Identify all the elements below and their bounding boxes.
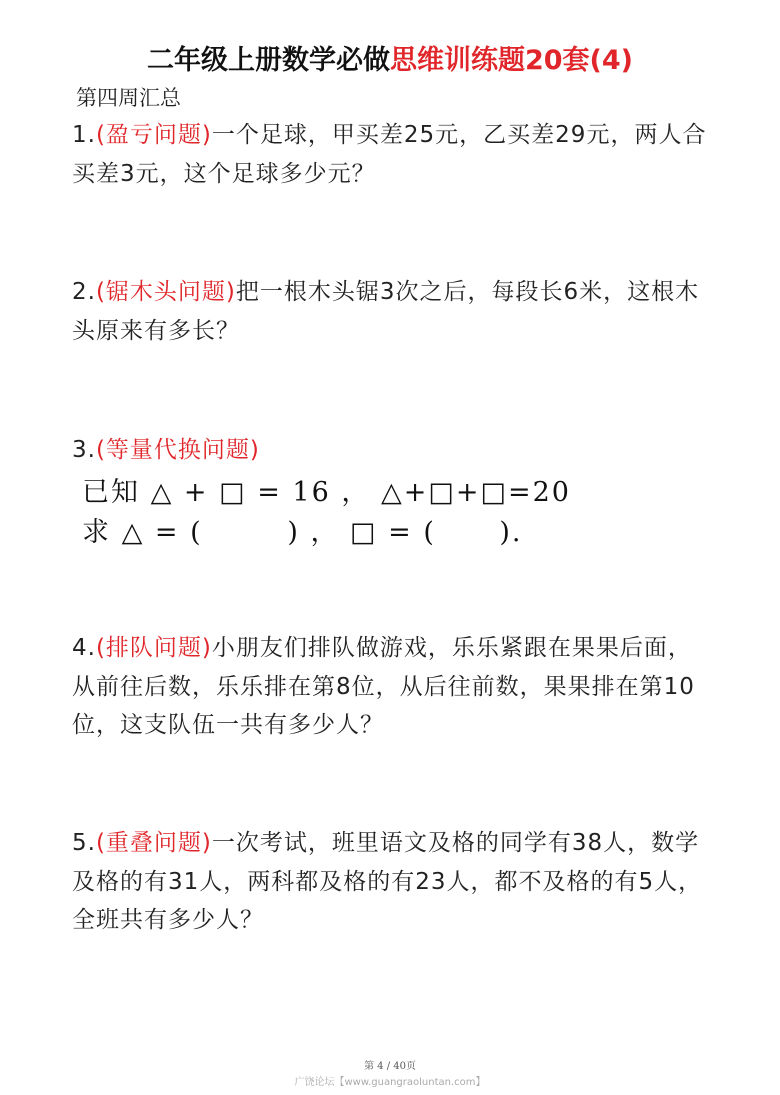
handwritten-equation-1: 已知 △ + □ = 16 ， △+□+□=20 bbox=[82, 477, 571, 508]
question-tag: (锯木头问题) bbox=[95, 279, 236, 305]
question-3 bbox=[72, 431, 712, 470]
handwritten-equation-2: 求 △ = ( ) ， □ = ( ). bbox=[82, 517, 523, 548]
question-4 bbox=[72, 629, 712, 745]
page-number: 第 4 / 40页 bbox=[364, 1061, 416, 1072]
question-text: 一次考试，班里语文及格的同学有38人，数学及格的有31人，两科都及格的有23人，都不及格的有5人，全班共有多少人？ bbox=[72, 830, 703, 933]
question-number: 3. bbox=[72, 437, 96, 463]
question-number: 4. bbox=[72, 635, 96, 661]
question-tag: (盈亏问题) bbox=[95, 122, 212, 148]
site-watermark: 广饶论坛【www.guangraoluntan.com】 bbox=[294, 1077, 486, 1088]
question-text: 把一根木头锯3次之后，每段长6米，这根木头原来有多长？ bbox=[72, 279, 700, 344]
title-red: 思维训练题20套(4) bbox=[389, 45, 634, 76]
question-tag: (排队问题) bbox=[95, 635, 212, 661]
page-title bbox=[0, 38, 780, 77]
question-text: 一个足球，甲买差25元，乙买差29元，两人合买差3元，这个足球多少元？ bbox=[72, 122, 707, 187]
question-1 bbox=[72, 116, 712, 193]
question-text: 小朋友们排队做游戏，乐乐紧跟在果果后面，从前往后数，乐乐排在第8位，从后往前数，果果排在第10位，这支队伍一共有多少人？ bbox=[72, 635, 695, 738]
question-number: 2. bbox=[72, 279, 96, 305]
section-subtitle: 第四周汇总 bbox=[76, 86, 181, 110]
question-2 bbox=[72, 273, 712, 350]
title-black: 二年级上册数学必做 bbox=[146, 45, 390, 76]
question-tag: (等量代换问题) bbox=[95, 437, 260, 463]
question-number: 5. bbox=[72, 830, 96, 856]
question-number: 1. bbox=[72, 122, 96, 148]
question-tag: (重叠问题) bbox=[95, 830, 212, 856]
question-5 bbox=[72, 824, 712, 940]
